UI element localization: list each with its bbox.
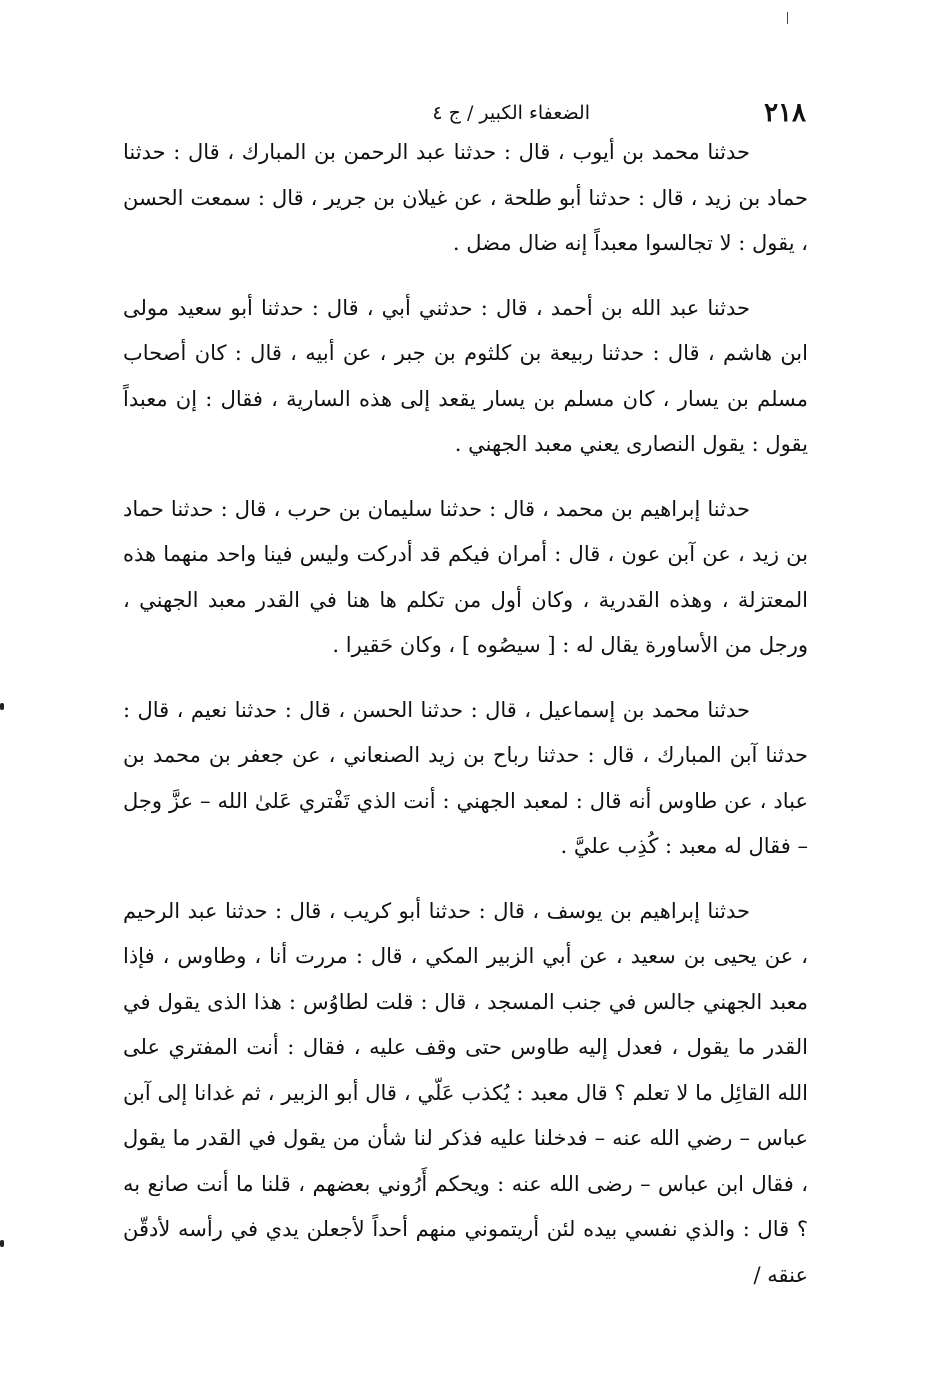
- paragraph: حدثنا محمد بن إسماعيل ، قال : حدثنا الحسن ، قال : حدثنا نعيم ، قال : حدثنا آبن المبارك ، قال : حدثنا رباح بن زيد الصنعاني ، عن جعفر بن محمد بن عباد ، عن طاوس أنه قال : لمعبد الجهني : أنت الذي تَفْتري عَلىٰ الله – عزَّ وجل – فقال له معبد : كُذِب عليَّ .: [123, 697, 808, 858]
- scan-mark: [787, 12, 788, 24]
- paragraph: حدثنا إبراهيم بن محمد ، قال : حدثنا سليمان بن حرب ، قال : حدثنا حماد بن زيد ، عن آبن عون ، قال : أمران فيكم قد أدركت وليس فينا واحد منهما هذه المعتزلة ، وهذه القدرية ، وكان أول من تكلم ها هنا في القدر معبد الجهني ، ورجل من الأساورة يقال له : [ سيصُوه ] ، وكان حَقيرا .: [123, 496, 808, 657]
- margin-mark: [0, 703, 4, 710]
- paragraph: حدثنا عبد الله بن أحمد ، قال : حدثني أبي ، قال : حدثنا أبو سعيد مولى ابن هاشم ، قال : حدثنا ربيعة بن كلثوم بن جبر ، عن أبيه ، قال : كان أصحاب مسلم بن يسار ، كان مسلم بن يسار يقعد إلى هذه السارية ، فقال : إن معبداً يقول : يقول النصارى يعني معبد الجهني .: [123, 295, 808, 456]
- margin-mark: [0, 1240, 4, 1247]
- running-title: الضعفاء الكبير / ج ٤: [432, 102, 590, 124]
- paragraph: حدثنا محمد بن أيوب ، قال : حدثنا عبد الرحمن بن المبارك ، قال : حدثنا حماد بن زيد ، قال : حدثنا أبو طلحة ، عن غيلان بن جرير ، قال : سمعت الحسن ، يقول : لا تجالسوا معبداً إنه ضال مضل .: [123, 140, 808, 255]
- paragraph: حدثنا إبراهيم بن يوسف ، قال : حدثنا أبو كريب ، قال : حدثنا عبد الرحيم ، عن يحيى بن سعيد ، عن أبي الزبير المكي ، قال : مررت أنا ، وطاوس ، فإذا معبد الجهني جالس في جنب المسجد ، قال : قلت لطاوُس : هذا الذى يقول في القدر ما يقول ، فعدل إليه طاوس حتى وقف عليه ، فقال : أنت المفتري على الله القائِل ما لا تعلم ؟ قال معبد : يُكذب عَلّي ، قال أبو الزبير ، ثم غدانا إلى آبن عباس – رضي الله عنه – فدخلنا عليه فذكر لنا شأن من يقول في القدر ما يقول ، فقال ابن عباس – رضى الله عنه : ويحكم أَرُوني بعضهم ، قلنا ما أنت صانع به ؟ قال : والذي نفسي بيده لئن أريتموني منهم أحداً لأجعلن يدي في رأسه لأدقّن عنقه /: [123, 898, 808, 1287]
- page-number: ٢١٨: [764, 98, 806, 128]
- body-text: [123, 130, 808, 1317]
